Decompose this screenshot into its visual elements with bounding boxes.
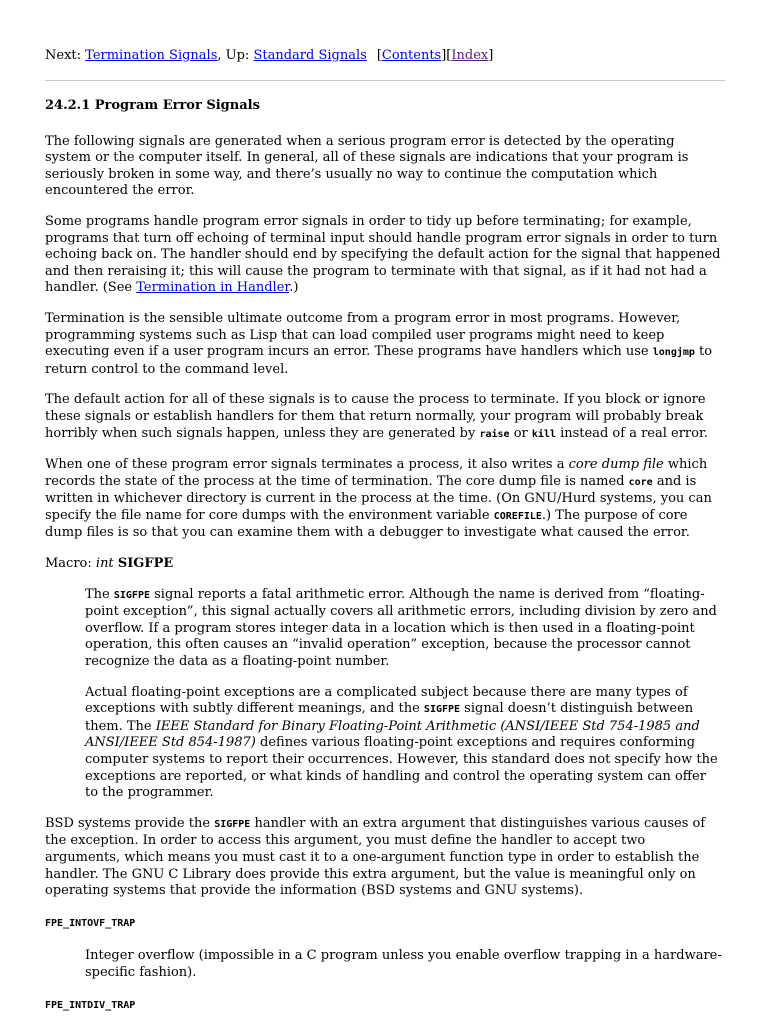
macro-description (85, 587, 723, 802)
code-kill: kill (531, 428, 556, 440)
core-dump-term: core dump file (568, 457, 664, 473)
next-link[interactable]: Termination Signals (85, 48, 218, 63)
section-title: 24.2.1 Program Error Signals (45, 98, 260, 113)
ieee-standard-title: IEEE Standard for Binary Floating-Point Arithmetic (ANSI/IEEE Std 754-1985 and ANSI/IEEE Std 854-1987) (85, 718, 700, 751)
contents-link[interactable]: Contents (381, 48, 442, 63)
paragraph-core-dump: When one of these program error signals terminates a process, it also writes a core dump file which records the state of the process at the time of termination. The core dump file is named core and is written in whichever directory is current in the process at the time. (On GNU/Hurd systems, you can specify the file name for core dumps with the environment variable COREFILE.) The purpose of core dump files is so that you can examine them with a debugger to investigate what caused the error. (45, 457, 712, 541)
next-label: Next: (45, 48, 82, 63)
divider (45, 80, 725, 81)
sigfpe-paragraph-2: Actual floating-point exceptions are a complicated subject because there are many types of exceptions with subtly different meanings, and the SIGFPE signal doesn’t distinguish between them. The IEEE Standard for Binary Floating-Point Arithmetic (ANSI/IEEE Std 754-1985 and ANSI/IEEE Std 854-1987) defines various floating-point exceptions and requires conforming computer systems to report their occurrences. However, this standard does not specify how the exceptions are reported, or what kinds of handling and control the operating system can offer to the programmer. (85, 684, 718, 801)
code-raise: raise (479, 428, 510, 440)
code-sigfpe: SIGFPE (423, 704, 461, 716)
termination-in-handler-link[interactable]: Termination in Handler (136, 280, 290, 296)
paragraph-bsd: BSD systems provide the SIGFPE handler with an extra argument that distinguishes various causes of the exception. In order to access this argument, you must define the handler to accept two arguments, which means you must cast it to a one-argument function type in order to establish the handler. The GNU C Library does provide this extra argument, but the value is meaningful only on operating systems that provide the information (BSD systems and GNU systems). (45, 815, 706, 899)
term-fpe-intovf-trap-description: Integer overflow (impossible in a C program unless you enable overflow trapping in a hardware-specific fashion). (85, 948, 722, 980)
up-link[interactable]: Standard Signals (253, 48, 367, 63)
term-fpe-intdiv-trap: FPE_INTDIV_TRAP (45, 999, 136, 1011)
paragraph-intro: The following signals are generated when a serious program error is detected by the operating system or the computer itself. In general, all of these signals are indications that your program is seriously broken in some way, and there’s usually no way to continue the computation which encountered the error. (45, 133, 689, 199)
paragraph-handlers: Some programs handle program error signals in order to tidy up before terminating; for example, programs that turn off echoing of terminal input should handle program error signals in order to turn echoing back on. The handler should end by specifying the default action for the signal that happened and then reraising it; this will cause the program to terminate with that signal, as if it had not had a handler. (See Termination in Handler.) (45, 213, 721, 296)
code-sigfpe: SIGFPE (214, 818, 251, 830)
macro-type: int (95, 556, 114, 572)
macro-label: Macro: (45, 556, 92, 572)
macro-name: SIGFPE (117, 556, 174, 572)
code-longjmp: longjmp (652, 347, 695, 359)
term-fpe-intovf-trap: FPE_INTOVF_TRAP (45, 917, 136, 929)
code-corefile: COREFILE (493, 510, 542, 522)
up-label: Up: (225, 48, 250, 63)
index-link[interactable]: Index (451, 48, 489, 63)
paragraph-termination: Termination is the sensible ultimate outcome from a program error in most programs. However, programming systems such as Lisp that can load compiled user programs might need to keep executing even if a user program incurs an error. These programs have handlers which use longjmp to return control to the command level. (45, 310, 713, 377)
sigfpe-paragraph-1: The SIGFPE signal reports a fatal arithmetic error. Although the name is derived from “floating-point exception”, this signal actually covers all arithmetic errors, including division by zero and overflow. If a program stores integer data in a location which is then used in a floating-point operation, this often causes an “invalid operation” exception, because the processor cannot recognize the data as a floating-point number. (85, 586, 717, 670)
code-core: core (628, 476, 653, 488)
paragraph-default-action: The default action for all of these signals is to cause the process to terminate. If you block or ignore these signals or establish handlers for them that return normally, your program will probably break horribly when such signals happen, unless they are generated by raise or kill instead of a real error. (45, 392, 708, 441)
navigation-header: Next: Termination Signals, Up: Standard Signals [Contents][Index] (45, 48, 494, 63)
code-sigfpe: SIGFPE (113, 589, 150, 601)
macro-definition (45, 556, 723, 573)
